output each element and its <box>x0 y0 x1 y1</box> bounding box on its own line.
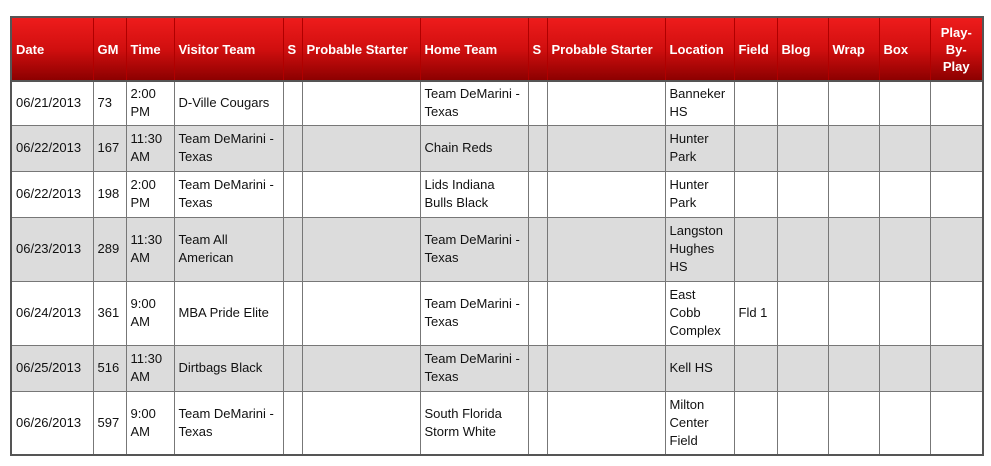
home-starter-cell <box>547 171 665 217</box>
field-cell <box>734 345 777 391</box>
schedule-container <box>10 16 984 456</box>
col-header-blog[interactable]: Blog <box>777 17 828 81</box>
wrap-cell[interactable] <box>828 345 879 391</box>
col-header-field[interactable]: Field <box>734 17 777 81</box>
play-by-play-cell[interactable] <box>930 81 983 125</box>
table-row <box>11 125 983 171</box>
home-team-cell[interactable]: Team DeMarini - Texas <box>420 81 528 125</box>
col-header-visitor-team[interactable]: Visitor Team <box>174 17 283 81</box>
home-starter-cell <box>547 281 665 345</box>
date-cell: 06/26/2013 <box>11 391 93 455</box>
col-header-location[interactable]: Location <box>665 17 734 81</box>
home-starter-cell <box>547 391 665 455</box>
wrap-cell[interactable] <box>828 217 879 281</box>
box-cell[interactable] <box>879 391 930 455</box>
game-number-cell: 167 <box>93 125 126 171</box>
wrap-cell[interactable] <box>828 125 879 171</box>
game-number-cell: 73 <box>93 81 126 125</box>
visitor-starter-cell <box>302 171 420 217</box>
field-cell <box>734 125 777 171</box>
visitor-s-cell <box>283 125 302 171</box>
field-cell <box>734 217 777 281</box>
col-header-date[interactable]: Date <box>11 17 93 81</box>
table-header <box>11 17 983 81</box>
box-cell[interactable] <box>879 171 930 217</box>
col-header-visitor-s[interactable]: S <box>283 17 302 81</box>
location-cell[interactable]: East Cobb Complex <box>665 281 734 345</box>
table-row <box>11 281 983 345</box>
date-cell: 06/22/2013 <box>11 171 93 217</box>
col-header-gm[interactable]: GM <box>93 17 126 81</box>
home-s-cell <box>528 125 547 171</box>
visitor-s-cell <box>283 281 302 345</box>
location-cell[interactable]: Hunter Park <box>665 125 734 171</box>
play-by-play-cell[interactable] <box>930 171 983 217</box>
visitor-team-cell[interactable]: Team DeMarini - Texas <box>174 125 283 171</box>
home-team-cell[interactable]: Lids Indiana Bulls Black <box>420 171 528 217</box>
blog-cell[interactable] <box>777 345 828 391</box>
game-number-cell: 597 <box>93 391 126 455</box>
col-header-time[interactable]: Time <box>126 17 174 81</box>
home-s-cell <box>528 391 547 455</box>
blog-cell[interactable] <box>777 281 828 345</box>
col-header-home-team[interactable]: Home Team <box>420 17 528 81</box>
time-cell: 11:30 AM <box>126 125 174 171</box>
col-header-wrap[interactable]: Wrap <box>828 17 879 81</box>
date-cell: 06/22/2013 <box>11 125 93 171</box>
visitor-team-cell[interactable]: D-Ville Cougars <box>174 81 283 125</box>
home-s-cell <box>528 81 547 125</box>
visitor-s-cell <box>283 171 302 217</box>
visitor-team-cell[interactable]: MBA Pride Elite <box>174 281 283 345</box>
location-cell[interactable]: Milton Center Field <box>665 391 734 455</box>
visitor-starter-cell <box>302 391 420 455</box>
box-cell[interactable] <box>879 345 930 391</box>
box-cell[interactable] <box>879 125 930 171</box>
col-header-box[interactable]: Box <box>879 17 930 81</box>
home-s-cell <box>528 345 547 391</box>
time-cell: 9:00 AM <box>126 391 174 455</box>
visitor-team-cell[interactable]: Team DeMarini - Texas <box>174 171 283 217</box>
col-header-home-starter[interactable]: Probable Starter <box>547 17 665 81</box>
field-cell <box>734 391 777 455</box>
home-s-cell <box>528 281 547 345</box>
date-cell: 06/23/2013 <box>11 217 93 281</box>
wrap-cell[interactable] <box>828 81 879 125</box>
table-row <box>11 171 983 217</box>
wrap-cell[interactable] <box>828 171 879 217</box>
field-cell: Fld 1 <box>734 281 777 345</box>
play-by-play-cell[interactable] <box>930 391 983 455</box>
blog-cell[interactable] <box>777 125 828 171</box>
table-row <box>11 391 983 455</box>
game-number-cell: 198 <box>93 171 126 217</box>
play-by-play-cell[interactable] <box>930 281 983 345</box>
visitor-s-cell <box>283 81 302 125</box>
time-cell: 11:30 AM <box>126 217 174 281</box>
home-team-cell[interactable]: Team DeMarini - Texas <box>420 217 528 281</box>
time-cell: 9:00 AM <box>126 281 174 345</box>
visitor-team-cell[interactable]: Team DeMarini - Texas <box>174 391 283 455</box>
col-header-home-s[interactable]: S <box>528 17 547 81</box>
table-row <box>11 81 983 125</box>
location-cell[interactable]: Hunter Park <box>665 171 734 217</box>
home-team-cell[interactable]: Team DeMarini - Texas <box>420 281 528 345</box>
home-starter-cell <box>547 345 665 391</box>
visitor-s-cell <box>283 345 302 391</box>
home-team-cell[interactable]: Chain Reds <box>420 125 528 171</box>
play-by-play-cell[interactable] <box>930 125 983 171</box>
box-cell[interactable] <box>879 281 930 345</box>
date-cell: 06/24/2013 <box>11 281 93 345</box>
field-cell <box>734 81 777 125</box>
time-cell: 11:30 AM <box>126 345 174 391</box>
table-body <box>11 81 983 455</box>
col-header-play-by-play[interactable]: Play-By-Play <box>930 17 983 81</box>
play-by-play-cell[interactable] <box>930 345 983 391</box>
header-row <box>11 17 983 81</box>
box-cell[interactable] <box>879 81 930 125</box>
home-starter-cell <box>547 217 665 281</box>
col-header-visitor-starter[interactable]: Probable Starter <box>302 17 420 81</box>
time-cell: 2:00 PM <box>126 81 174 125</box>
home-starter-cell <box>547 81 665 125</box>
table-row <box>11 217 983 281</box>
home-starter-cell <box>547 125 665 171</box>
visitor-team-cell[interactable]: Team All American <box>174 217 283 281</box>
home-team-cell[interactable]: Team DeMarini - Texas <box>420 345 528 391</box>
visitor-starter-cell <box>302 281 420 345</box>
wrap-cell[interactable] <box>828 281 879 345</box>
date-cell: 06/21/2013 <box>11 81 93 125</box>
home-s-cell <box>528 217 547 281</box>
schedule-table <box>10 16 984 456</box>
date-cell: 06/25/2013 <box>11 345 93 391</box>
location-cell[interactable]: Banneker HS <box>665 81 734 125</box>
visitor-s-cell <box>283 217 302 281</box>
game-number-cell: 516 <box>93 345 126 391</box>
box-cell[interactable] <box>879 217 930 281</box>
wrap-cell[interactable] <box>828 391 879 455</box>
blog-cell[interactable] <box>777 81 828 125</box>
visitor-starter-cell <box>302 81 420 125</box>
location-cell[interactable]: Langston Hughes HS <box>665 217 734 281</box>
blog-cell[interactable] <box>777 171 828 217</box>
home-team-cell[interactable]: South Florida Storm White <box>420 391 528 455</box>
table-row <box>11 345 983 391</box>
blog-cell[interactable] <box>777 217 828 281</box>
visitor-starter-cell <box>302 345 420 391</box>
time-cell: 2:00 PM <box>126 171 174 217</box>
field-cell <box>734 171 777 217</box>
play-by-play-cell[interactable] <box>930 217 983 281</box>
visitor-team-cell[interactable]: Dirtbags Black <box>174 345 283 391</box>
game-number-cell: 361 <box>93 281 126 345</box>
game-number-cell: 289 <box>93 217 126 281</box>
visitor-s-cell <box>283 391 302 455</box>
blog-cell[interactable] <box>777 391 828 455</box>
home-s-cell <box>528 171 547 217</box>
location-cell[interactable]: Kell HS <box>665 345 734 391</box>
visitor-starter-cell <box>302 125 420 171</box>
visitor-starter-cell <box>302 217 420 281</box>
